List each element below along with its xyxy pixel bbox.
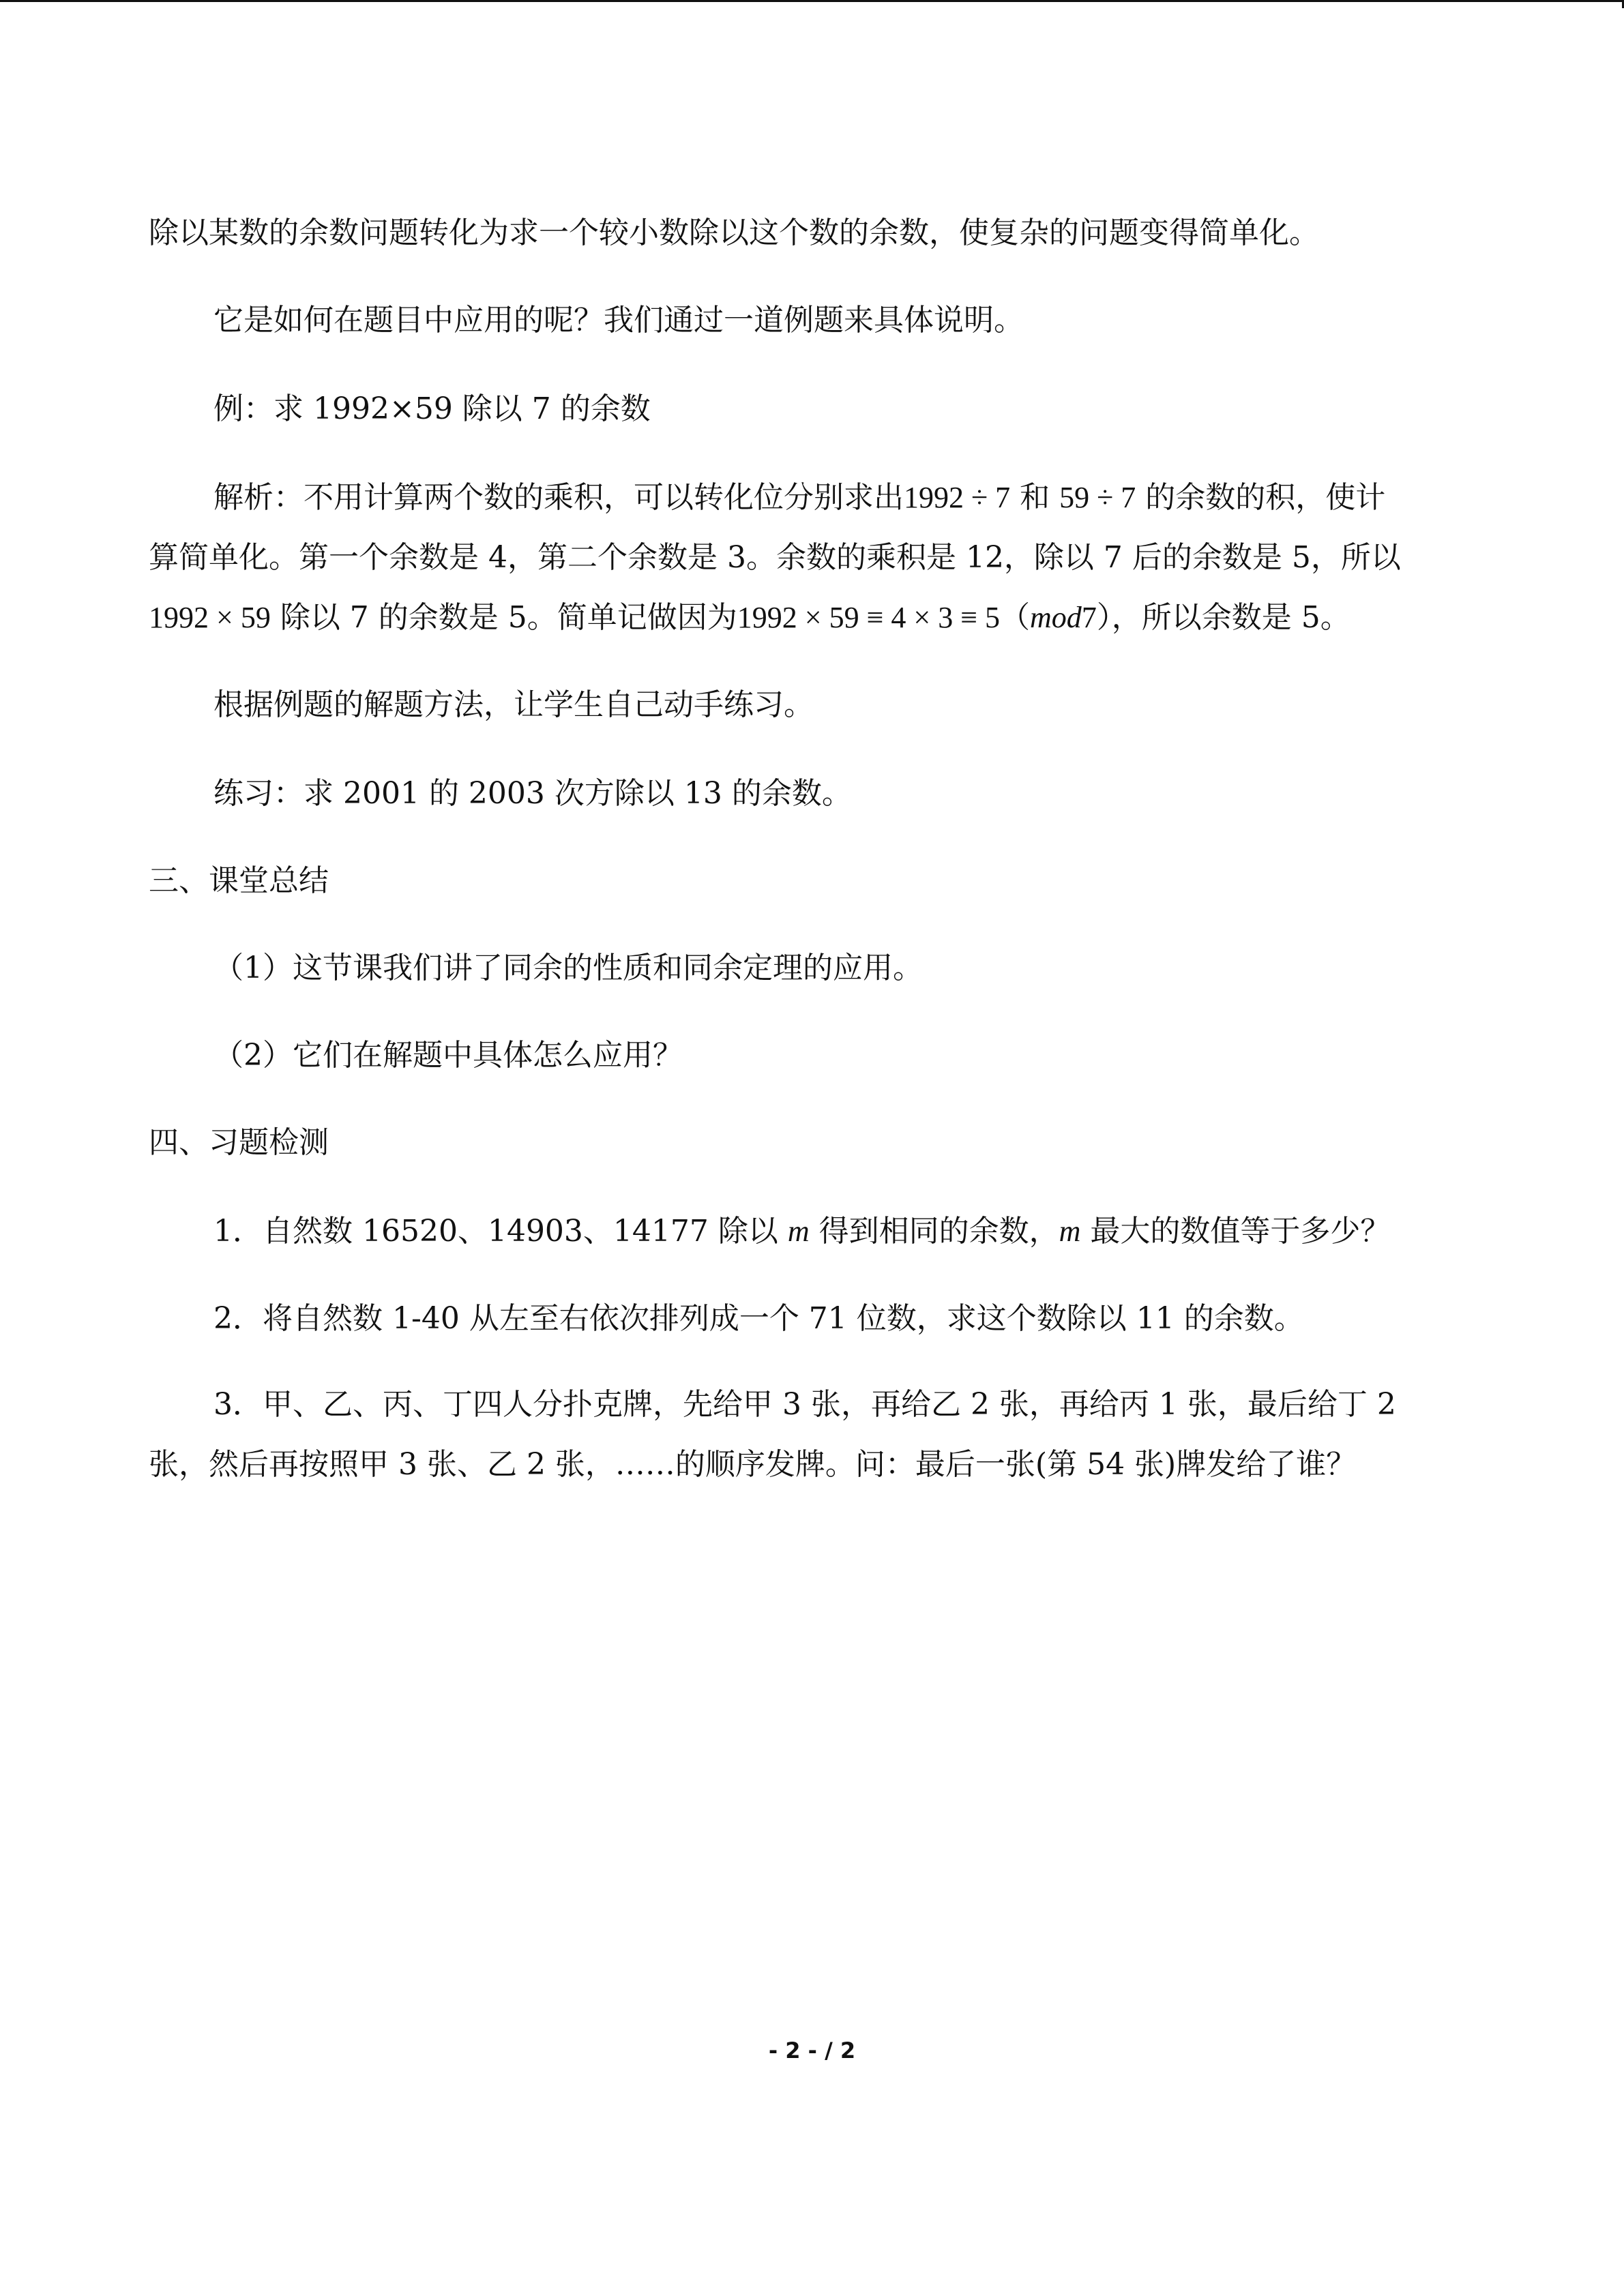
practice-intro: 根据例题的解题方法，让学生自己动手练习。 [213,687,814,722]
exercise-text: 1．自然数 16520、14903、14177 除以 [213,1214,788,1249]
summary-item-2: （2）它们在解题中具体怎么应用？ [213,1038,683,1073]
analysis-line-3 [149,597,1479,638]
analysis-text: 解析：不用计算两个数的乘积，可以转化位分别求出 [213,480,904,515]
page-number: - 2 - / 2 [768,2038,856,2063]
math-variable: m [1059,1214,1081,1248]
exercise-3-line-1: 3．甲、乙、丙、丁四人分扑克牌，先给甲 3 张，再给乙 2 张，再给丙 1 张，最后给丁 2 [213,1387,1396,1422]
math-expression: 1992 × 59 [149,601,271,634]
math-expression: 59 ÷ 7 [1059,481,1136,514]
analysis-line-1 [213,477,1482,518]
exercise-2: 2．将自然数 1-40 从左至右依次排列成一个 71 位数，求这个数除以 11 的余数。 [213,1301,1304,1336]
section-heading-exercises: 四、习题检测 [149,1125,329,1160]
exercise-3-line-2: 张，然后再按照甲 3 张、乙 2 张，……的顺序发牌。问：最后一张(第 54 张)牌发给了谁？ [149,1447,1357,1482]
analysis-line-2: 算简单化。第一个余数是 4，第二个余数是 3。余数的乘积是 12，除以 7 后的余数是 5，所以 [149,540,1401,575]
exercise-1 [213,1211,1482,1252]
analysis-text: 和 [1010,480,1060,515]
practice-question: 练习：求 2001 的 2003 次方除以 13 的余数。 [213,776,852,811]
analysis-text: （ [1000,600,1031,635]
math-modulus: 7 [1081,601,1097,634]
summary-item-1: （1）这节课我们讲了同余的性质和同余定理的应用。 [213,951,923,985]
paragraph-intro: 它是如何在题目中应用的呢？我们通过一道例题来具体说明。 [213,303,1024,338]
page-top-border [0,0,1624,2]
math-variable: m [787,1214,810,1248]
analysis-text: 的余数的积，使计 [1136,480,1386,515]
math-expression: 1992 ÷ 7 [904,481,1011,514]
section-heading-summary: 三、课堂总结 [149,863,329,898]
exercise-text: 得到相同的余数， [809,1214,1059,1249]
analysis-text: 除以 7 的余数是 5。简单记做因为 [270,600,737,635]
exercise-text: 最大的数值等于多少？ [1080,1214,1391,1249]
math-mod: mod [1030,601,1082,634]
paragraph-line: 除以某数的余数问题转化为求一个较小数除以这个数的余数，使复杂的问题变得简单化。 [149,215,1319,250]
analysis-text: ），所以余数是 5。 [1096,600,1350,635]
math-congruence: 1992 × 59 ≡ 4 × 3 ≡ 5 [737,601,1001,634]
example-statement: 例：求 1992×59 除以 7 的余数 [213,391,651,426]
